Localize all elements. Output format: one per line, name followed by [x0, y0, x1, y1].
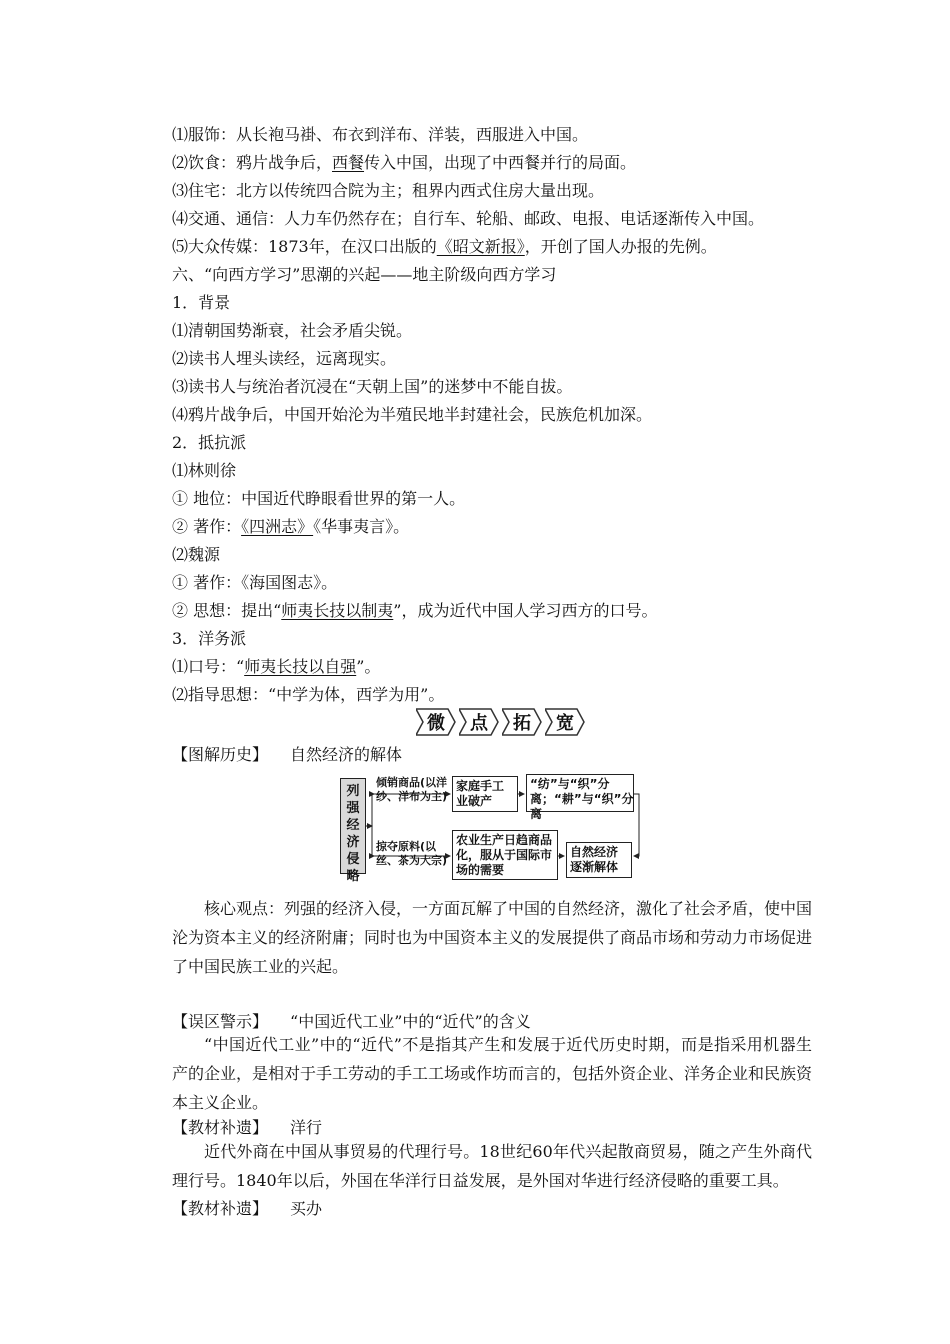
- text-line: ⑵魏源: [172, 545, 221, 564]
- section-title: 自然经济的解体: [290, 745, 403, 764]
- agri-box: 农业生产日趋商品化，服从于国际市场的需要: [452, 830, 558, 880]
- text-line: ① 著作：《海国图志》。: [172, 573, 338, 592]
- section-tag: 【误区警示】: [172, 1012, 269, 1031]
- banner-chevron: 点: [459, 707, 499, 737]
- supplement-heading: [172, 1199, 322, 1219]
- text-line: ⑷交通、通信：人力车仍然存在；自行车、轮船、邮政、电报、电话逐渐传入中国。: [172, 209, 765, 228]
- text-line: ⑵指导思想：“中学为体，西学为用”。: [172, 685, 445, 704]
- core-view-paragraph: 核心观点：列强的经济入侵，一方面瓦解了中国的自然经济，激化了社会矛盾，使中国沦为资本主义的经济附庸；同时也为中国资本主义的发展提供了商品市场和劳动力市场促进了中国民族工业的兴起。: [172, 899, 813, 976]
- diagram-heading: [172, 745, 402, 765]
- section-title: 买办: [290, 1199, 323, 1218]
- banner-chevron: 拓: [502, 707, 542, 737]
- supplement-heading: [172, 1118, 322, 1138]
- warning-heading: [172, 1012, 531, 1032]
- supplement-paragraph: 近代外商在中国从事贸易的代理行号。18世纪60年代兴起散商贸易，随之产生外商代理行号。1840年以后，外国在华洋行日益发展，是外国对华进行经济侵略的重要工具。: [172, 1142, 812, 1190]
- branch-label-bottom: 掠夺原料(以丝、茶为大宗): [376, 840, 448, 867]
- section-banner: [416, 707, 588, 739]
- warning-paragraph: “中国近代工业”中的“近代”不是指其产生和发展于近代历史时期，而是指采用机器生产的企业，是相对于手工劳动的手工工场或作坊而言的，包括外资企业、洋务企业和民族资本主义企业。: [172, 1035, 813, 1112]
- section-heading: 六、“向西方学习”思潮的兴起——地主阶级向西方学习: [172, 265, 557, 284]
- subheading: 2．抵抗派: [172, 433, 247, 452]
- text-line: ⑴口号：“师夷长技以自强”。: [172, 657, 381, 676]
- subheading: 3．洋务派: [172, 629, 247, 648]
- text-line: ⑷鸦片战争后，中国开始沦为半殖民地半封建社会，民族危机加深。: [172, 405, 653, 424]
- main-box: 列强经济侵略: [340, 778, 366, 874]
- text-line: ② 著作：《四洲志》《华事夷言》。: [172, 517, 410, 536]
- section-title: 洋行: [290, 1118, 323, 1137]
- text-line: ① 地位：中国近代睁眼看世界的第一人。: [172, 489, 466, 508]
- text-line: ⑴服饰：从长袍马褂、布衣到洋布、洋装，西服进入中国。: [172, 125, 589, 144]
- text-line: ⑴林则徐: [172, 461, 237, 480]
- subheading: 1．背景: [172, 293, 231, 312]
- economy-diagram: [340, 772, 640, 884]
- text-line: ② 思想：提出“师夷长技以制夷”，成为近代中国人学习西方的口号。: [172, 601, 658, 620]
- text-line: ⑸大众传媒：1873年，在汉口出版的《昭文新报》，开创了国人办报的先例。: [172, 237, 717, 256]
- section-tag: 【图解历史】: [172, 745, 269, 764]
- text-line: ⑵饮食：鸦片战争后，西餐传入中国，出现了中西餐并行的局面。: [172, 153, 637, 172]
- text-line: ⑵读书人埋头读经，远离现实。: [172, 349, 397, 368]
- result-box: 自然经济逐渐解体: [566, 842, 632, 878]
- branch-label-top: 倾销商品(以洋纱、洋布为主): [376, 776, 448, 803]
- section-tag: 【教材补遗】: [172, 1199, 269, 1218]
- text-line: ⑶读书人与统治者沉浸在“天朝上国”的迷梦中不能自拔。: [172, 377, 573, 396]
- text-line: ⑴清朝国势渐衰，社会矛盾尖锐。: [172, 321, 413, 340]
- text-line: ⑶住宅：北方以传统四合院为主；租界内西式住房大量出现。: [172, 181, 605, 200]
- section-tag: 【教材补遗】: [172, 1118, 269, 1137]
- section-title: “中国近代工业”中的“近代”的含义: [290, 1012, 531, 1031]
- banner-chevron: 微: [416, 707, 456, 737]
- banner-chevron: 宽: [545, 707, 585, 737]
- family-box: 家庭手工业破产: [452, 776, 518, 812]
- split-box: “纺”与“织”分离；“耕”与“织”分离: [526, 774, 634, 812]
